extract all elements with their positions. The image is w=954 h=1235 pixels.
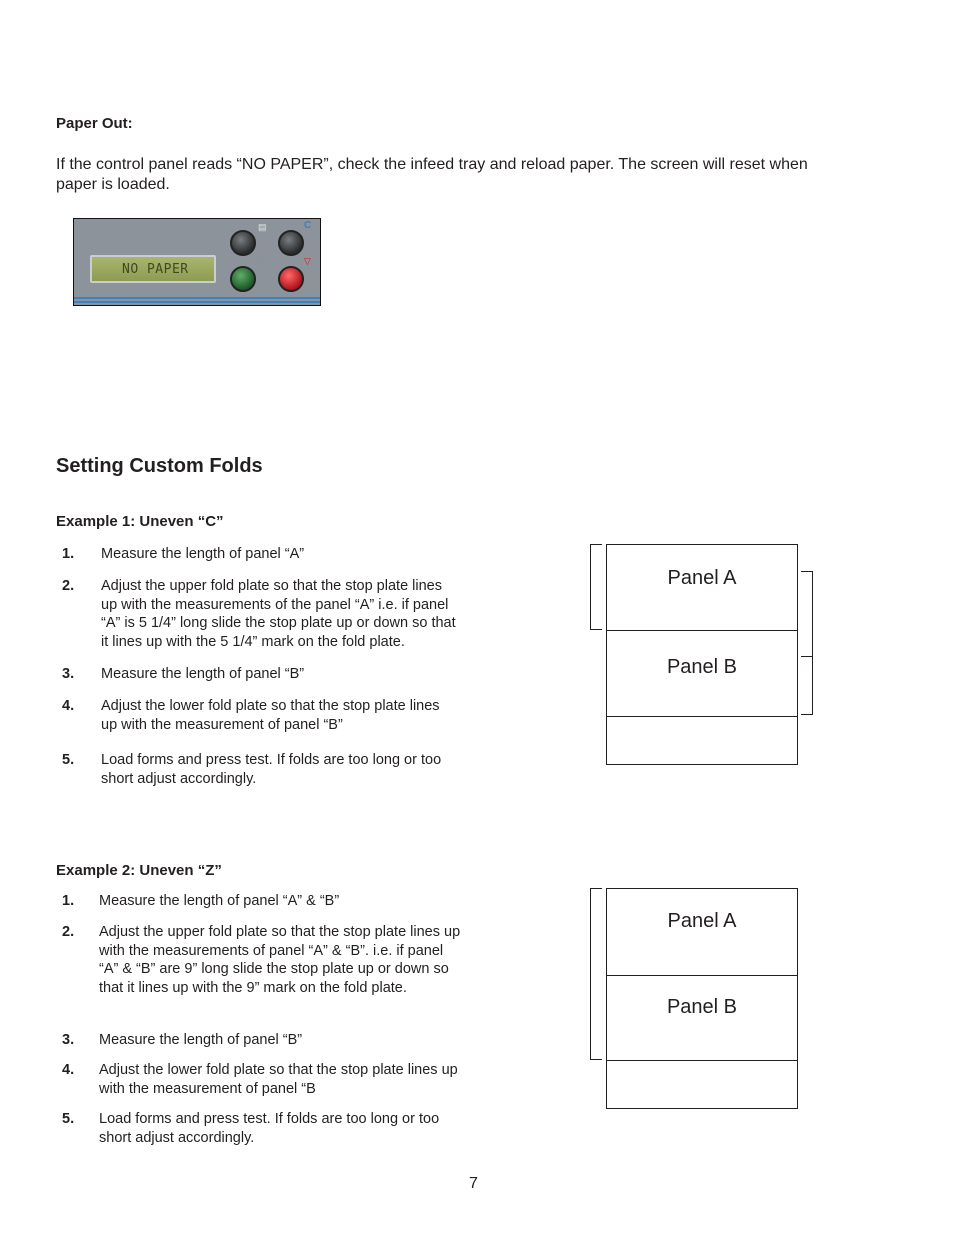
panel-a-bracket (590, 544, 602, 630)
step-line: up with the measurements of the panel “A” i.e. if panel (101, 596, 449, 613)
clear-icon: C (304, 220, 312, 231)
paper-out-paragraph-line-2: paper is loaded. (56, 176, 170, 193)
panel-b-bracket-upper (801, 571, 813, 657)
panel-b-label: Panel B (666, 996, 738, 1018)
step-number: 4. (62, 1062, 75, 1078)
stop-icon: ▽ (304, 256, 311, 266)
step-line: “A” & “B” are 9” long slide the stop plate up or down so (99, 961, 449, 978)
panel-a-area (607, 545, 797, 631)
step-number: 2. (62, 578, 75, 594)
fold-diagram-z (606, 888, 798, 1109)
fold-diagram-c (606, 544, 798, 765)
example-2-heading: Example 2: Uneven “Z” (56, 862, 222, 879)
step-line: that it lines up with the 9” mark on the fold plate. (99, 979, 407, 996)
panel-b-label: Panel B (666, 656, 738, 678)
panel-stripe (74, 297, 320, 299)
step-line: Load forms and press test. If folds are too long or too (99, 1111, 440, 1127)
step-line: up with the measurement of panel “B” (101, 716, 343, 733)
step-line: it lines up with the 5 1/4” mark on the fold plate. (101, 633, 405, 650)
section-title: Setting Custom Folds (56, 455, 263, 477)
panel-a-label: Panel A (667, 910, 737, 932)
panel-stripe (74, 301, 320, 303)
step-number: 5. (62, 1111, 75, 1127)
step-line: short adjust accordingly. (101, 770, 257, 787)
menu-icon: ▤ (258, 222, 267, 232)
step-line: short adjust accordingly. (99, 1129, 255, 1146)
panel-c-area (607, 1061, 797, 1110)
step-line: Load forms and press test. If folds are too long or too (101, 752, 442, 768)
step-line: Adjust the lower fold plate so that the stop plate lines (101, 698, 440, 714)
step-line: Measure the length of panel “A” & “B” (99, 893, 340, 909)
step-number: 2. (62, 924, 75, 940)
step-line: “A” is 5 1/4” long slide the stop plate up or down so that (101, 615, 456, 632)
step-line: Adjust the lower fold plate so that the stop plate lines up (99, 1062, 458, 1078)
step-line: Adjust the upper fold plate so that the stop plate lines (101, 578, 442, 594)
step-number: 3. (62, 666, 75, 682)
step-number: 3. (62, 1032, 75, 1048)
panel-a-area (607, 889, 797, 976)
step-number: 4. (62, 698, 75, 714)
step-number: 1. (62, 546, 75, 562)
step-number: 1. (62, 893, 75, 909)
page-number: 7 (469, 1175, 478, 1192)
lcd-display: NO PAPER (90, 255, 216, 283)
step-line: with the measurements of panel “A” & “B”. i.e. if panel (99, 942, 444, 959)
panel-ab-bracket (590, 888, 602, 1060)
panel-b-area (607, 976, 797, 1061)
example-1-heading: Example 1: Uneven “C” (56, 513, 224, 530)
paper-out-heading: Paper Out: (56, 115, 133, 132)
step-line: with the measurement of panel “B (99, 1080, 316, 1097)
step-number: 5. (62, 752, 75, 768)
start-button (230, 266, 256, 292)
paper-out-paragraph-line-1: If the control panel reads “NO PAPER”, check the infeed tray and reload paper. The screen will reset when (56, 156, 808, 173)
step-line: Measure the length of panel “B” (101, 666, 305, 682)
panel-a-label: Panel A (667, 567, 737, 589)
stop-button (278, 266, 304, 292)
panel-b-bracket-lower (801, 657, 813, 715)
step-line: Adjust the upper fold plate so that the stop plate lines up (99, 924, 461, 940)
control-panel-image (73, 218, 321, 306)
panel-b-area (607, 631, 797, 717)
menu-button (230, 230, 256, 256)
step-line: Measure the length of panel “A” (101, 546, 305, 562)
step-line: Measure the length of panel “B” (99, 1032, 303, 1048)
start-icon: ◇ (258, 256, 265, 266)
clear-button (278, 230, 304, 256)
panel-c-area (607, 717, 797, 766)
